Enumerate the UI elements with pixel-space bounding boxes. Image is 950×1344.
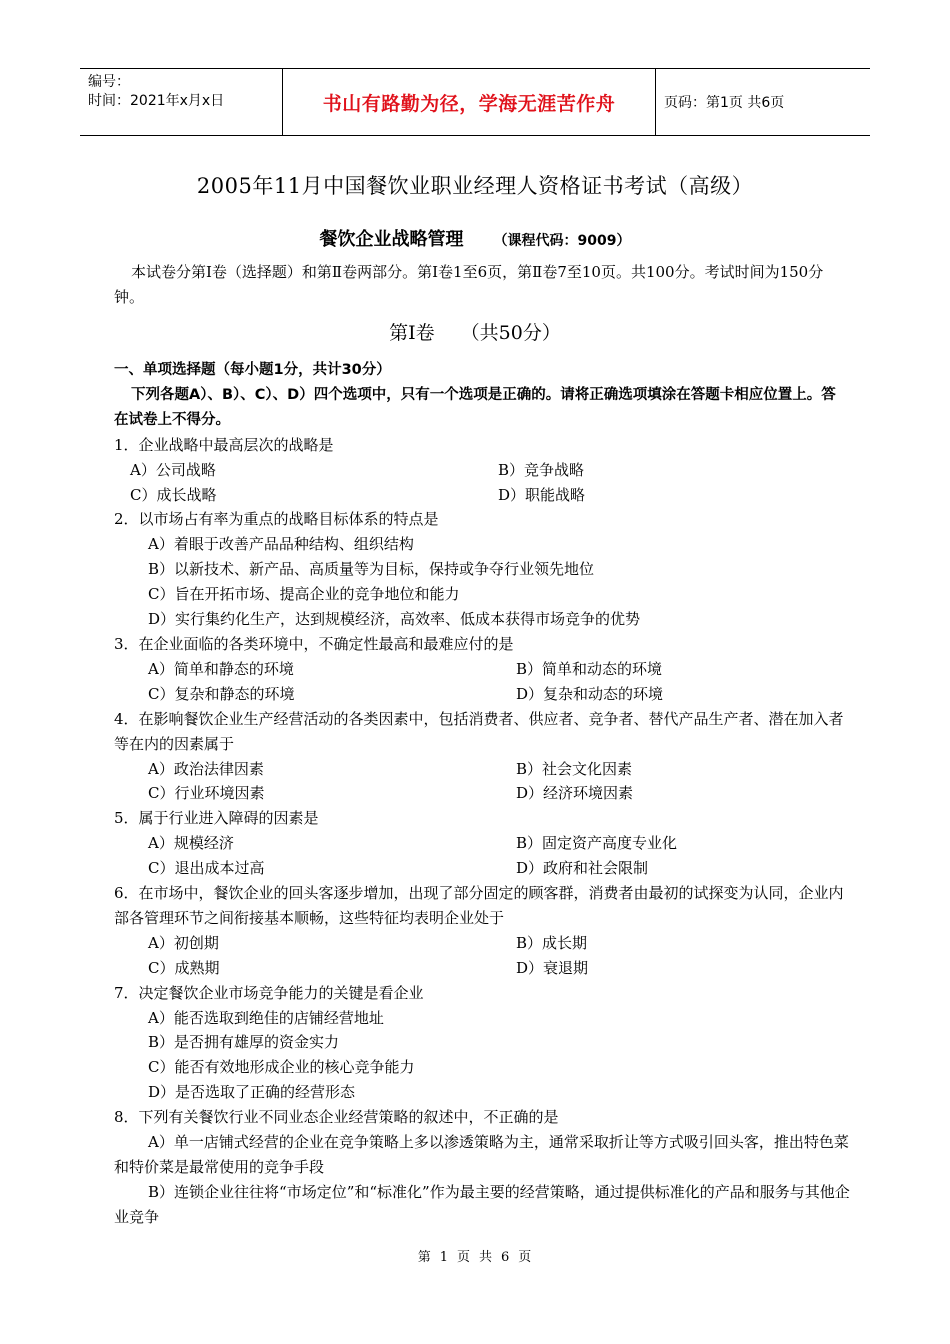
option-b: B）连锁企业往往将“市场定位”和“标准化”作为最主要的经营策略，通过提供标准化的产品和服务与其他企业竞争	[114, 1182, 850, 1226]
question-stem: 8．下列有关餐饮行业不同业态企业经营策略的叙述中，不正确的是	[114, 1108, 559, 1127]
options	[114, 931, 850, 981]
page-header	[80, 68, 870, 136]
question-2	[114, 507, 850, 632]
option-d: D）职能战略	[498, 485, 586, 504]
page-footer	[0, 1246, 950, 1265]
options	[114, 532, 850, 632]
question-stem: 5．属于行业进入障碍的因素是	[114, 809, 319, 828]
option-d: D）复杂和动态的环境	[516, 684, 664, 703]
exam-intro: 本试卷分第I卷（选择题）和第Ⅱ卷两部分。第I卷1至6页，第Ⅱ卷7至10页。共100分。考试时间为150分钟。	[114, 263, 824, 306]
footer-total-pages: 6	[501, 1250, 511, 1265]
question-5	[114, 806, 850, 881]
course-name: 餐饮企业战略管理	[319, 229, 464, 250]
option-c: C）成长战略	[130, 485, 217, 504]
course-subtitle	[0, 225, 950, 251]
options	[114, 831, 850, 881]
question-stem: 3．在企业面临的各类环境中，不确定性最高和最难应付的是	[114, 634, 514, 653]
question-stem: 6．在市场中，餐饮企业的回头客逐步增加，出现了部分固定的顾客群，消费者由最初的试探变为认同，企业内部各管理环节之间衔接基本顺畅，这些特征均表明企业处于	[114, 884, 844, 927]
section-heading: 一、单项选择题（每小题1分，共计30分）	[114, 362, 391, 378]
question-stem: 4．在影响餐饮企业生产经营活动的各类因素中，包括消费者、供应者、竞争者、替代产品生产者、潜在加入者等在内的因素属于	[114, 709, 844, 753]
footer-page-number: 1	[439, 1250, 449, 1265]
option-c: C）退出成本过高	[148, 859, 265, 878]
part-heading	[0, 318, 950, 345]
option-c: C）能否有效地形成企业的核心竞争能力	[148, 1058, 415, 1077]
option-a: A）能否选取到绝佳的店铺经营地址	[148, 1008, 384, 1027]
option-b: B）竞争战略	[498, 460, 585, 479]
option-b: B）固定资产高度专业化	[516, 834, 678, 853]
option-b: B）简单和动态的环境	[516, 659, 663, 678]
part-score: （共50分）	[460, 322, 561, 344]
option-a: A）简单和静态的环境	[148, 659, 294, 678]
part-name: 第I卷	[389, 322, 435, 344]
option-d: D）是否选取了正确的经营形态	[148, 1083, 356, 1102]
time-label: 时间：2021年x月x日	[88, 93, 225, 109]
option-d: D）政府和社会限制	[516, 859, 649, 878]
question-section	[114, 358, 850, 1230]
option-b: B）是否拥有雄厚的资金实力	[148, 1033, 340, 1052]
question-6	[114, 881, 850, 981]
option-b: B）社会文化因素	[516, 759, 633, 778]
footer-text: 页	[518, 1250, 533, 1265]
option-c: C）行业环境因素	[148, 784, 265, 803]
question-4	[114, 707, 850, 807]
question-stem: 2．以市场占有率为重点的战略目标体系的特点是	[114, 510, 439, 529]
footer-text: 第	[417, 1250, 432, 1265]
option-b: B）以新技术、新产品、高质量等为目标，保持或争夺行业领先地位	[148, 560, 595, 579]
section-instruction: 下列各题A）、B）、C）、D）四个选项中，只有一个选项是正确的。请将正确选项填涂在答题卡相应位置上。答在试卷上不得分。	[114, 386, 836, 428]
number-label: 编号：	[88, 74, 130, 90]
exam-title: 2005年11月中国餐饮业职业经理人资格证书考试（高级）	[196, 174, 754, 198]
options	[114, 757, 850, 807]
option-d: D）经济环境因素	[516, 784, 634, 803]
question-stem: 1．企业战略中最高层次的战略是	[114, 435, 334, 454]
option-a: A）公司战略	[130, 460, 216, 479]
option-a: A）初创期	[148, 933, 219, 952]
question-stem: 7．决定餐饮企业市场竞争能力的关键是看企业	[114, 983, 424, 1002]
options	[114, 1006, 850, 1106]
options	[114, 458, 850, 508]
header-page-info: 页码：第1页 共6页	[664, 95, 785, 111]
course-code: （课程代码：9009）	[493, 233, 631, 249]
question-3	[114, 632, 850, 707]
option-a: A）规模经济	[148, 834, 234, 853]
option-b: B）成长期	[516, 933, 588, 952]
option-a: A）政治法律因素	[148, 759, 264, 778]
option-d: D）衰退期	[516, 958, 589, 977]
options	[114, 657, 850, 707]
header-meta	[80, 69, 282, 135]
option-c: C）旨在开拓市场、提高企业的竞争地位和能力	[148, 585, 460, 604]
options	[114, 1130, 850, 1230]
question-7	[114, 981, 850, 1106]
option-c: C）复杂和静态的环境	[148, 684, 295, 703]
question-8	[114, 1105, 850, 1230]
header-motto: 书山有路勤为径，学海无涯苦作舟	[282, 69, 656, 135]
option-a: A）单一店铺式经营的企业在竞争策略上多以渗透策略为主，通常采取折让等方式吸引回头客，推出特色菜和特价菜是最常使用的竞争手段	[114, 1133, 849, 1176]
option-a: A）着眼于改善产品品种结构、组织结构	[148, 535, 414, 554]
option-d: D）实行集约化生产，达到规模经济，高效率、低成本获得市场竞争的优势	[148, 610, 641, 629]
footer-text: 页	[456, 1250, 471, 1265]
question-1	[114, 433, 850, 508]
option-c: C）成熟期	[148, 958, 220, 977]
footer-text: 共	[479, 1250, 494, 1265]
